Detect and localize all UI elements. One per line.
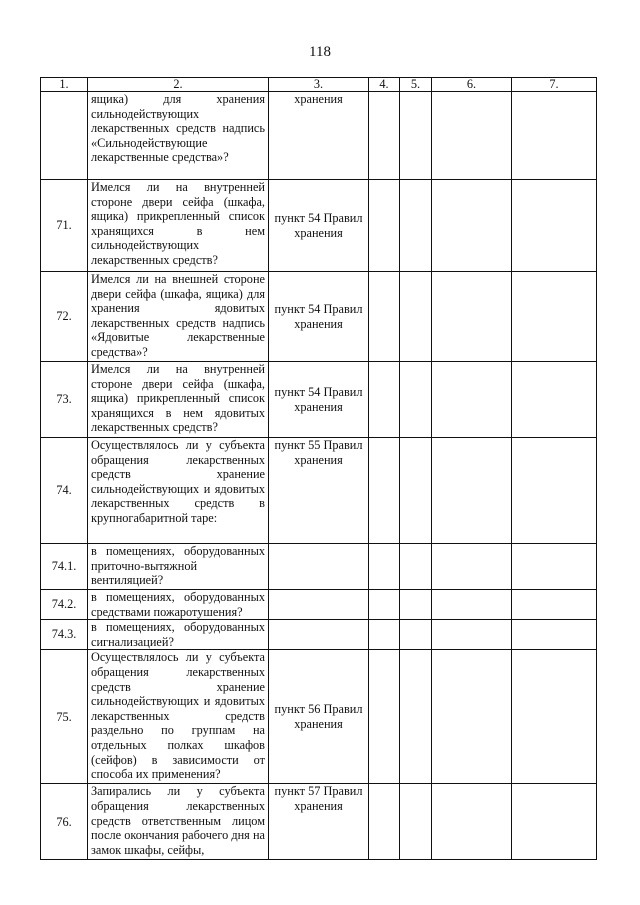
row-number: 74.1. bbox=[41, 544, 88, 590]
row-number: 73. bbox=[41, 362, 88, 438]
question-text: в помещениях, оборудованных средствами пожаротушения? bbox=[88, 590, 269, 620]
row-number: 71. bbox=[41, 180, 88, 272]
question-text: Осуществлялось ли у субъекта обращения лекарственных средств хранение сильнодействующих и ядовитых лекарственных средств в крупногабаритной таре: bbox=[88, 438, 269, 544]
answer-cell bbox=[369, 590, 400, 620]
table-row bbox=[41, 620, 597, 650]
answer-cell bbox=[369, 544, 400, 590]
answer-cell bbox=[432, 544, 512, 590]
legal-reference: пункт 55 Правил хранения bbox=[269, 438, 369, 544]
answer-cell bbox=[400, 590, 432, 620]
answer-cell bbox=[400, 272, 432, 362]
question-text: в помещениях, оборудованных сигнализацией? bbox=[88, 620, 269, 650]
question-text: Имелся ли на внутренней стороне двери сейфа (шкафа, ящика) прикрепленный список хранящихся в нем сильнодействующих лекарственных средств? bbox=[88, 180, 269, 272]
column-header: 1. bbox=[41, 78, 88, 92]
table-header-row bbox=[41, 78, 597, 92]
column-header: 3. bbox=[269, 78, 369, 92]
answer-cell bbox=[512, 784, 597, 860]
row-number: 75. bbox=[41, 650, 88, 784]
answer-cell bbox=[400, 180, 432, 272]
answer-cell bbox=[369, 272, 400, 362]
table-row bbox=[41, 438, 597, 544]
table-row bbox=[41, 180, 597, 272]
answer-cell bbox=[369, 180, 400, 272]
question-text: Имелся ли на внешней стороне двери сейфа (шкафа, ящика) для хранения ядовитых лекарственных средств надпись «Ядовитые лекарственные средства»? bbox=[88, 272, 269, 362]
answer-cell bbox=[512, 650, 597, 784]
row-number: 72. bbox=[41, 272, 88, 362]
answer-cell bbox=[432, 180, 512, 272]
answer-cell bbox=[512, 438, 597, 544]
column-header: 6. bbox=[432, 78, 512, 92]
row-number bbox=[41, 92, 88, 180]
row-number: 74. bbox=[41, 438, 88, 544]
question-text: Имелся ли на внутренней стороне двери сейфа (шкафа, ящика) прикрепленный список хранящихся в нем ядовитых лекарственных средств? bbox=[88, 362, 269, 438]
table-row bbox=[41, 650, 597, 784]
answer-cell bbox=[400, 544, 432, 590]
answer-cell bbox=[432, 590, 512, 620]
page-number: 118 bbox=[309, 44, 331, 60]
legal-reference: пункт 54 Правил хранения bbox=[269, 272, 369, 362]
answer-cell bbox=[369, 92, 400, 180]
legal-reference: пункт 57 Правил хранения bbox=[269, 784, 369, 860]
answer-cell bbox=[512, 544, 597, 590]
question-text: в помещениях, оборудованных приточно-вытяжной вентиляцией? bbox=[88, 544, 269, 590]
answer-cell bbox=[432, 92, 512, 180]
question-text: Запирались ли у субъекта обращения лекарственных средств ответственным лицом после окончания рабочего дня на замок шкафы, сейфы, bbox=[88, 784, 269, 860]
answer-cell bbox=[400, 620, 432, 650]
checklist-table bbox=[40, 77, 597, 860]
column-header: 2. bbox=[88, 78, 269, 92]
answer-cell bbox=[432, 272, 512, 362]
answer-cell bbox=[369, 438, 400, 544]
row-number: 74.2. bbox=[41, 590, 88, 620]
answer-cell bbox=[512, 620, 597, 650]
answer-cell bbox=[400, 784, 432, 860]
column-header: 7. bbox=[512, 78, 597, 92]
table-row bbox=[41, 784, 597, 860]
answer-cell bbox=[369, 784, 400, 860]
legal-reference bbox=[269, 590, 369, 620]
legal-reference: пункт 56 Правил хранения bbox=[269, 650, 369, 784]
question-text: Осуществлялось ли у субъекта обращения лекарственных средств хранение сильнодействующих и ядовитых лекарственных средств раздельно по группам на отдельных полках шкафов (сейфов) в зависимости от способа их применения? bbox=[88, 650, 269, 784]
answer-cell bbox=[400, 438, 432, 544]
table-row bbox=[41, 544, 597, 590]
answer-cell bbox=[432, 620, 512, 650]
legal-reference bbox=[269, 620, 369, 650]
legal-reference bbox=[269, 544, 369, 590]
answer-cell bbox=[512, 92, 597, 180]
answer-cell bbox=[512, 590, 597, 620]
answer-cell bbox=[432, 362, 512, 438]
legal-reference: пункт 54 Правил хранения bbox=[269, 362, 369, 438]
row-number: 74.3. bbox=[41, 620, 88, 650]
column-header: 4. bbox=[369, 78, 400, 92]
answer-cell bbox=[432, 784, 512, 860]
answer-cell bbox=[400, 362, 432, 438]
legal-reference: хранения bbox=[269, 92, 369, 180]
row-number: 76. bbox=[41, 784, 88, 860]
answer-cell bbox=[432, 438, 512, 544]
answer-cell bbox=[512, 272, 597, 362]
question-text: ящика) для хранения сильнодействующих лекарственных средств надпись «Сильнодействующие лекарственные средства»? bbox=[88, 92, 269, 180]
answer-cell bbox=[432, 650, 512, 784]
answer-cell bbox=[369, 620, 400, 650]
answer-cell bbox=[400, 650, 432, 784]
answer-cell bbox=[400, 92, 432, 180]
table-row bbox=[41, 272, 597, 362]
column-header: 5. bbox=[400, 78, 432, 92]
answer-cell bbox=[512, 180, 597, 272]
legal-reference: пункт 54 Правил хранения bbox=[269, 180, 369, 272]
answer-cell bbox=[512, 362, 597, 438]
answer-cell bbox=[369, 362, 400, 438]
table-row bbox=[41, 590, 597, 620]
answer-cell bbox=[369, 650, 400, 784]
table-row bbox=[41, 362, 597, 438]
table-row bbox=[41, 92, 597, 180]
